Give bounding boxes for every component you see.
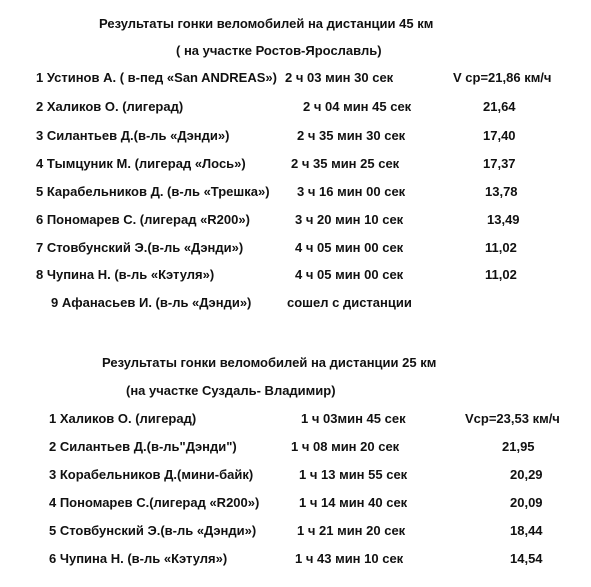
rider-name: 4 Тымцуник М. (лигерад «Лось») (36, 156, 246, 171)
table-row (0, 523, 591, 539)
rider-name: 1 Халиков О. (лигерад) (49, 411, 197, 426)
rider-name: 5 Стовбунский Э.(в-ль «Дэнди») (49, 523, 257, 538)
section1-title: Результаты гонки веломобилей на дистанции 45 км (99, 16, 434, 31)
rider-time: 2 ч 35 мин 25 сек (291, 156, 400, 171)
rider-speed: 11,02 (485, 267, 517, 282)
section2-title: Результаты гонки веломобилей на дистанции 25 км (102, 355, 437, 370)
rider-time: 1 ч 14 мин 40 сек (299, 495, 408, 510)
table-row (0, 70, 591, 86)
rider-name: 3 Силантьев Д.(в-ль «Дэнди») (36, 128, 230, 143)
table-row (0, 411, 591, 427)
rider-speed: 18,44 (510, 523, 543, 538)
rider-speed: 20,09 (510, 495, 543, 510)
rider-speed: 13,78 (485, 184, 518, 199)
rider-speed: 21,95 (502, 439, 535, 454)
rider-speed: 14,54 (510, 551, 543, 566)
table-row (0, 184, 591, 200)
table-row (0, 156, 591, 172)
rider-speed: 17,37 (483, 156, 516, 171)
table-row (0, 128, 591, 144)
rider-time: 2 ч 03 мин 30 сек (285, 70, 394, 85)
rider-status: сошел с дистанции (287, 295, 412, 310)
rider-speed: 20,29 (510, 467, 543, 482)
table-row (0, 295, 591, 311)
rider-speed: Vср=23,53 км/ч (465, 411, 560, 426)
rider-time: 2 ч 35 мин 30 сек (297, 128, 406, 143)
table-row (0, 99, 591, 115)
rider-time: 4 ч 05 мин 00 сек (295, 267, 404, 282)
table-row (0, 495, 591, 511)
rider-time: 3 ч 20 мин 10 сек (295, 212, 404, 227)
table-row (0, 212, 591, 228)
rider-time: 1 ч 13 мин 55 сек (299, 467, 408, 482)
rider-name: 7 Стовбунский Э.(в-ль «Дэнди») (36, 240, 244, 255)
rider-time: 1 ч 08 мин 20 сек (291, 439, 400, 454)
rider-name: 2 Халиков О. (лигерад) (36, 99, 184, 114)
rider-time: 4 ч 05 мин 00 сек (295, 240, 404, 255)
rider-speed: 17,40 (483, 128, 516, 143)
rider-name: 4 Пономарев С.(лигерад «R200») (49, 495, 260, 510)
table-row (0, 240, 591, 256)
rider-speed: V ср=21,86 км/ч (453, 70, 552, 85)
section2-subtitle: (на участке Суздаль- Владимир) (126, 383, 336, 398)
rider-speed: 11,02 (485, 240, 517, 255)
rider-name: 3 Корабельников Д.(мини-байк) (49, 467, 254, 482)
table-row (0, 467, 591, 483)
rider-time: 1 ч 43 мин 10 сек (295, 551, 404, 566)
table-row (0, 551, 591, 567)
rider-name: 8 Чупина Н. (в-ль «Кэтуля») (36, 267, 215, 282)
rider-name: 1 Устинов А. ( в-пед «San ANDREAS») (36, 70, 277, 85)
rider-name: 6 Пономарев С. (лигерад «R200») (36, 212, 250, 227)
rider-time: 2 ч 04 мин 45 сек (303, 99, 412, 114)
rider-time: 1 ч 21 мин 20 сек (297, 523, 406, 538)
table-row (0, 439, 591, 455)
section1-subtitle: ( на участке Ростов-Ярославль) (176, 43, 382, 58)
rider-name: 6 Чупина Н. (в-ль «Кэтуля») (49, 551, 228, 566)
rider-time: 1 ч 03мин 45 сек (301, 411, 406, 426)
rider-time: 3 ч 16 мин 00 сек (297, 184, 406, 199)
rider-speed: 13,49 (487, 212, 520, 227)
rider-name: 9 Афанасьев И. (в-ль «Дэнди») (51, 295, 252, 310)
table-row (0, 267, 591, 283)
rider-name: 5 Карабельников Д. (в-ль «Трешка») (36, 184, 270, 199)
rider-name: 2 Силантьев Д.(в-ль"Дэнди") (49, 439, 237, 454)
rider-speed: 21,64 (483, 99, 516, 114)
